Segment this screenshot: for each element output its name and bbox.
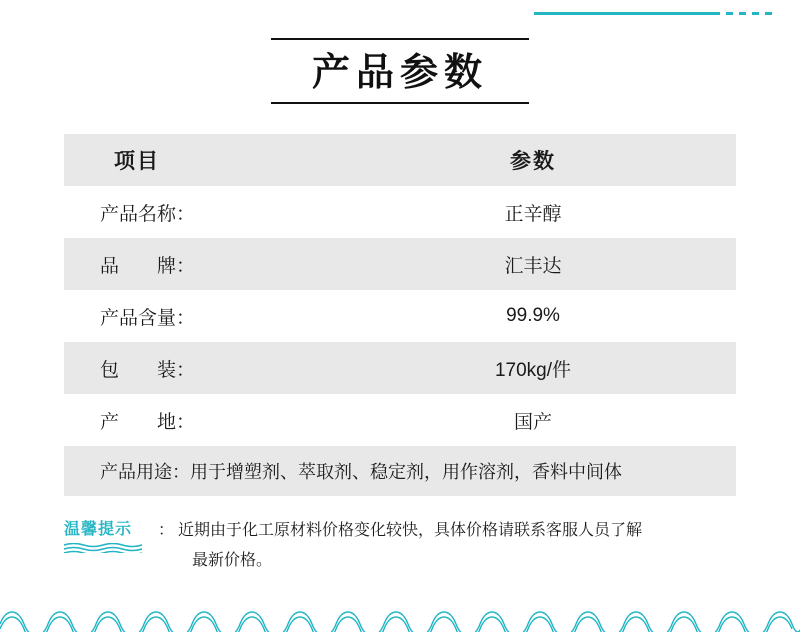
table-row xyxy=(64,342,736,394)
row-value: 99.9% xyxy=(506,305,560,326)
row-value: 汇丰达 xyxy=(504,255,562,277)
top-decorative-rule xyxy=(534,12,786,16)
warm-tip-note xyxy=(64,516,754,576)
warm-tip-line2: 最新价格。 xyxy=(192,552,273,569)
table-header-row xyxy=(64,134,736,186)
table-header-label: 项目 xyxy=(114,150,160,173)
table-header-value: 参数 xyxy=(510,150,556,173)
row-usage-text: 产品用途：用于增塑剂、萃取剂、稳定剂，用作溶剂，香料中间体 xyxy=(100,462,622,482)
top-rule-dot xyxy=(726,12,733,15)
parameters-table xyxy=(64,134,736,496)
title-bottom-divider xyxy=(271,102,529,104)
table-row xyxy=(64,290,736,342)
top-rule-dots xyxy=(726,12,786,15)
top-rule-solid xyxy=(534,12,720,15)
row-value: 170kg/件 xyxy=(494,359,572,381)
page-title: 产品参数 xyxy=(311,50,488,94)
page-title-block xyxy=(0,38,800,104)
row-label: 品 牌： xyxy=(100,255,196,277)
row-label: 产 地： xyxy=(100,411,196,433)
wave-underline-icon xyxy=(64,543,142,553)
warm-tip-colon: ： xyxy=(158,522,175,539)
warm-tip-tag xyxy=(64,516,158,558)
warm-tip-line1: 近期由于化工原材料价格变化较快，具体价格请联系客服人员了解 xyxy=(178,522,643,539)
table-row xyxy=(64,394,736,446)
top-rule-dot xyxy=(739,12,746,15)
bottom-wave-border xyxy=(0,602,800,632)
row-value: 正辛醇 xyxy=(504,203,562,225)
row-label: 包 装： xyxy=(100,359,196,381)
warm-tip-label: 温馨提示 xyxy=(64,521,133,538)
row-value: 国产 xyxy=(513,411,552,433)
row-label: 产品含量： xyxy=(100,307,196,329)
top-rule-dot xyxy=(765,12,772,15)
warm-tip-body xyxy=(174,516,754,576)
table-row xyxy=(64,238,736,290)
row-label: 产品名称： xyxy=(100,203,196,225)
top-rule-dot xyxy=(752,12,759,15)
table-row-usage xyxy=(64,446,736,496)
table-row xyxy=(64,186,736,238)
